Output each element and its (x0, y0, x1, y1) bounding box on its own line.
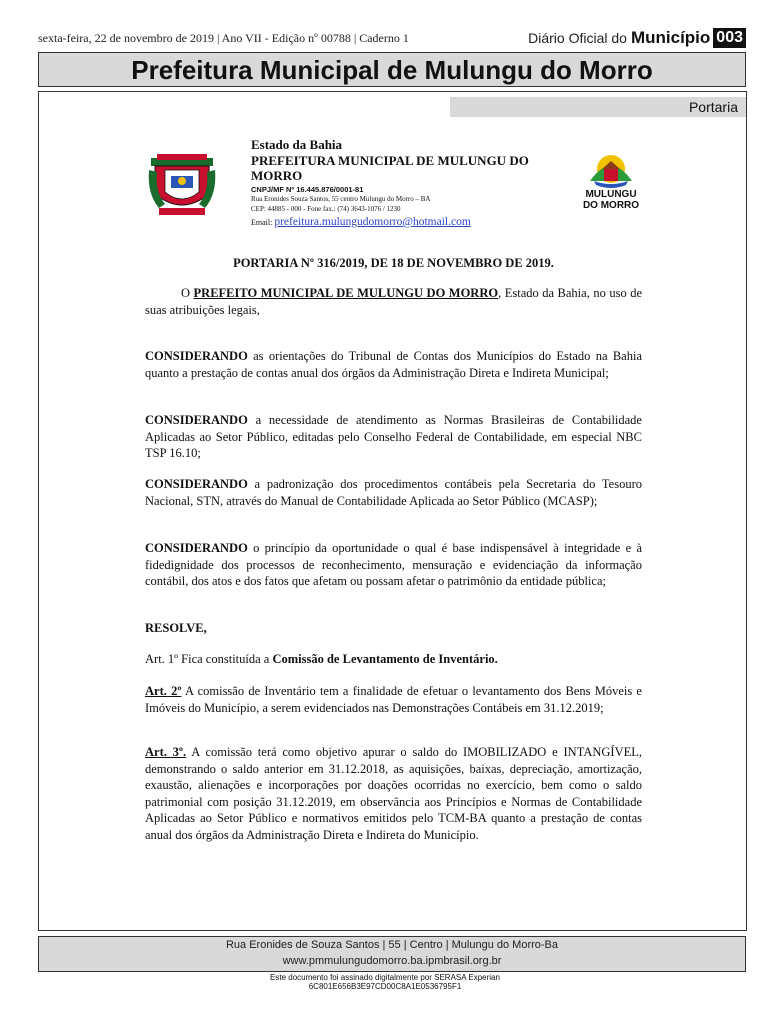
signature-line: Este documento foi assinado digitalmente por SERASA Experian (270, 973, 500, 982)
email-label: Email: (251, 218, 273, 227)
city-logo-icon (576, 147, 646, 219)
page-number: 003 (713, 28, 746, 48)
article-2: Art. 2º A comissão de Inventário tem a finalidade de efetuar o levantamento dos Bens Móveis e Imóveis do Município, a serem evidenciados nas Demonstrações Contábeis em 31.12.2019; (145, 684, 642, 715)
page-header (38, 28, 746, 48)
page-title: Prefeitura Municipal de Mulungu do Morro (131, 55, 653, 85)
footer-website[interactable]: www.pmmulungudomorro.ba.ipmbrasil.org.br (282, 955, 502, 967)
resolve-label: RESOLVE, (145, 621, 207, 635)
considerando-4: CONSIDERANDO o princípio da oportunidade o qual é base indispensável à integridade e à fidedignidade dos processos de reconhecimento, mensuração e evidenciação da informação contábil, dos atos e dos fatos que afetam ou possam afetar o patrimônio da entidade pública; (145, 541, 642, 588)
page-title-banner (38, 52, 746, 87)
portaria-heading: PORTARIA Nº 316/2019, DE 18 DE NOVEMBRO DE 2019. (233, 256, 554, 270)
logo-text-line-1: MULUNGU (585, 189, 637, 200)
section-label: Portaria (688, 99, 738, 115)
footer-banner (38, 936, 746, 972)
section-label-bar (450, 97, 746, 117)
edition-meta: sexta-feira, 22 de novembro de 2019 | Ano VII - Edição nº 00788 | Caderno 1 (38, 31, 409, 45)
email-link[interactable]: prefeitura.mulungudomorro@hotmail.com (274, 216, 471, 228)
considerando-2: CONSIDERANDO a necessidade de atendimento as Normas Brasileiras de Contabilidade Aplicadas ao Setor Público, editadas pelo Conselho Federal de Contabilidade, em especial NBC TSP 16.10; (145, 413, 642, 460)
cnpj: CNPJ/MF Nº 16.445.876/0001-81 (251, 185, 364, 194)
address-line-1: Rua Eronides Souza Santos, 55 centro Mulungu do Morro – BA (251, 195, 431, 203)
address-line-2: CEP: 44885 - 000 - Fone fax.: (74) 3643-1076 / 1230 (251, 205, 401, 213)
signature-hash: 6C801E656B3E97CD00C8A1E0536795F1 (308, 982, 462, 991)
brand-name: Município (630, 28, 711, 47)
logo-text-line-2: DO MORRO (582, 200, 640, 211)
content-frame (38, 91, 747, 931)
digital-signature (0, 973, 770, 991)
prefeitura-name: PREFEITURA MUNICIPAL DE MULUNGU DO MORRO (251, 153, 529, 183)
article-3: Art. 3º. A comissão terá como objetivo apurar o saldo do IMOBILIZADO e INTANGÍVEL, demonstrando o saldo anterior em 31.12.2018, as aquisições, baixas, depreciação, amortização, exaustão, alienações e incorporações por doações ocorridas no exercício, bem como o saldo patrimonial com posição 31.12.2019, em observância aos Princípios e Normas de Contabilidade Aplicadas ao Setor Público e normativos emitidos pelo TCM-BA quanto a prestação de contas anual dos órgãos da Administração Direta e Indireta do Município. (145, 745, 642, 842)
email-line (251, 216, 571, 228)
intro-paragraph: O PREFEITO MUNICIPAL DE MULUNGU DO MORRO, Estado da Bahia, no uso de suas atribuições legais, (145, 286, 642, 317)
masthead-brand (528, 28, 746, 48)
considerando-1: CONSIDERANDO as orientações do Tribunal de Contas dos Municípios do Estado na Bahia quanto a prestação de contas anual dos órgãos da Administração Direta e Indireta Municipal; (145, 349, 642, 380)
article-1: Art. 1º Fica constituída a Comissão de Levantamento de Inventário. (145, 652, 498, 666)
considerando-3: CONSIDERANDO a padronização dos procedimentos contábeis pela Secretaria do Tesouro Nacional, STN, através do Manual de Contabilidade Aplicada ao Setor Público (MCASP); (145, 477, 642, 508)
state-name: Estado da Bahia (251, 137, 343, 152)
brand-prefix: Diário Oficial do (528, 30, 627, 46)
footer-address: Rua Eronides de Souza Santos | 55 | Centro | Mulungu do Morro-Ba (225, 939, 559, 951)
letterhead (251, 137, 571, 228)
coat-of-arms-icon (147, 150, 217, 220)
